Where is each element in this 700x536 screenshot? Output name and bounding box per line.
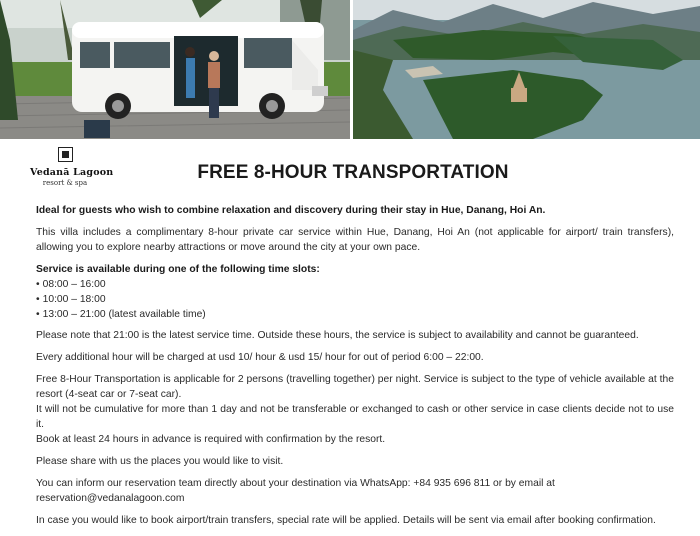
- latest-time-note: Please note that 21:00 is the latest service time. Outside these hours, the service is subject to availability and cannot be guaranteed.: [36, 330, 639, 342]
- logo-name: Vedanā Lagoon: [30, 167, 114, 178]
- description-text: This villa includes a complimentary 8-hour private car service within Hue, Danang, Hoi An (not applicable for airport/ train transfers), allowing you to explore nearby attractions or move around the city at your own pace.: [36, 226, 674, 253]
- time-slot-item: • 10:00 – 18:00: [36, 293, 674, 308]
- van-photo-illustration: [0, 0, 350, 139]
- resort-logo: [30, 147, 114, 197]
- logo-mark-icon: [58, 147, 73, 162]
- terms-line: Free 8-Hour Transportation is applicable for 2 persons (travelling together) per night. Service is subject to the type of vehicle available at the resort (4-seat car or 7-seat car).: [36, 374, 674, 401]
- contact-block: [36, 477, 674, 507]
- share-places-text: Please share with us the places you would like to visit.: [36, 455, 284, 467]
- additional-charges-note: Every additional hour will be charged at usd 10/ hour & usd 15/ hour for out of period 6:00 – 22:00.: [36, 352, 484, 364]
- terms-line: Book at least 24 hours in advance is required with confirmation by the resort.: [36, 433, 386, 445]
- document-body: [36, 204, 674, 536]
- terms-block: [36, 373, 674, 448]
- time-slot-item: • 08:00 – 16:00: [36, 278, 674, 293]
- logo-subtitle: resort & spa: [42, 179, 88, 187]
- terms-line: It will not be cumulative for more than 1 day and not be transferable or exchanged to cash or other service in case clients decide not to use it.: [36, 404, 674, 431]
- photo-strip: [0, 0, 700, 139]
- lagoon-photo-illustration: [353, 0, 700, 139]
- van-photo: [0, 0, 350, 139]
- contact-text: You can inform our reservation team directly about your destination via WhatsApp: +84 935 696 811 or by email at: [36, 477, 555, 489]
- page-title: FREE 8-HOUR TRANSPORTATION: [197, 162, 509, 183]
- lagoon-photo: [353, 0, 700, 139]
- time-slot-list: [36, 278, 674, 323]
- intro-text: Ideal for guests who wish to combine relaxation and discovery during their stay in Hue, Danang, Hoi An.: [36, 205, 546, 216]
- contact-email: reservation@vedanalagoon.com: [36, 492, 185, 504]
- time-slot-item: • 13:00 – 21:00 (latest available time): [36, 308, 674, 323]
- slots-heading: Service is available during one of the following time slots:: [36, 263, 320, 275]
- airport-transfer-note: In case you would like to book airport/train transfers, special rate will be applied. Details will be sent via email after booking confirmation.: [36, 514, 656, 526]
